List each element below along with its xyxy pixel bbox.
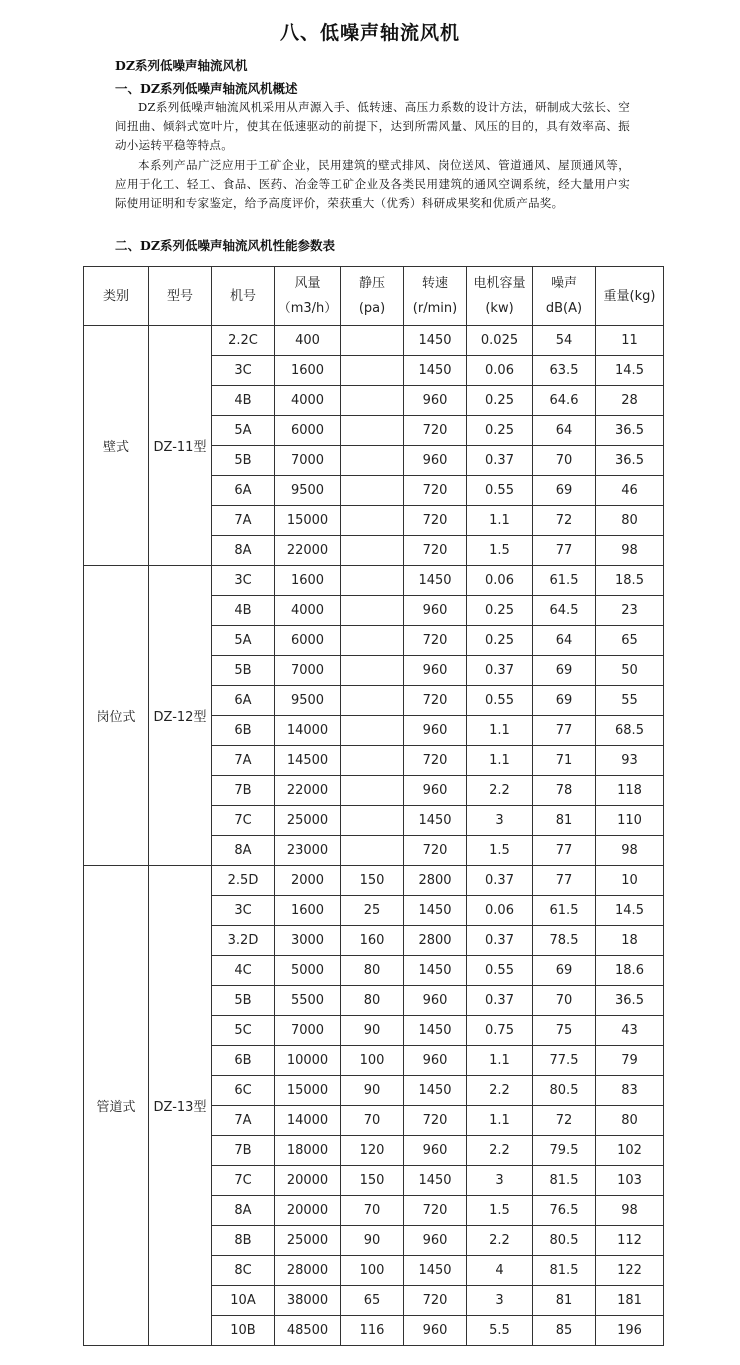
column-header-line: 噪声	[550, 276, 577, 291]
table-cell: 72	[533, 506, 596, 536]
table-cell: 7B	[212, 1136, 275, 1166]
table-cell: 3	[467, 1286, 533, 1316]
table-cell: 90	[341, 1226, 404, 1256]
table-cell: 20000	[275, 1196, 341, 1226]
table-cell: 7A	[212, 746, 275, 776]
table-cell: 81.5	[533, 1166, 596, 1196]
table-cell	[341, 626, 404, 656]
table-cell: 103	[596, 1166, 664, 1196]
table-cell: 72	[533, 1106, 596, 1136]
table-cell: 0.25	[467, 416, 533, 446]
table-cell: 5A	[212, 626, 275, 656]
table-cell: 93	[596, 746, 664, 776]
table-cell: 720	[404, 1196, 467, 1226]
table-cell: 6000	[275, 416, 341, 446]
table-cell: 0.37	[467, 986, 533, 1016]
table-cell: 7B	[212, 776, 275, 806]
table-cell: 1450	[404, 566, 467, 596]
table-cell: 4C	[212, 956, 275, 986]
table-cell: 10B	[212, 1316, 275, 1346]
table-cell: 18.6	[596, 956, 664, 986]
table-cell: 0.06	[467, 566, 533, 596]
column-header-line: 重量(kg)	[603, 288, 656, 304]
model-cell: DZ-11型	[149, 326, 212, 566]
table-cell: 6000	[275, 626, 341, 656]
category-cell: 管道式	[84, 866, 149, 1346]
table-cell: 79	[596, 1046, 664, 1076]
table-cell: 7000	[275, 446, 341, 476]
table-cell: 960	[404, 596, 467, 626]
column-header-line: (kw)	[485, 301, 514, 316]
table-row	[84, 866, 664, 896]
table-cell: 6B	[212, 716, 275, 746]
table-cell: 79.5	[533, 1136, 596, 1166]
table-cell: 77.5	[533, 1046, 596, 1076]
table-cell	[341, 476, 404, 506]
table-cell: 2.2	[467, 1136, 533, 1166]
table-cell	[341, 746, 404, 776]
table-cell: 102	[596, 1136, 664, 1166]
table-cell: 81	[533, 1286, 596, 1316]
table-cell: 70	[341, 1196, 404, 1226]
table-cell: 196	[596, 1316, 664, 1346]
table-cell: 8C	[212, 1256, 275, 1286]
table-cell	[341, 506, 404, 536]
table-cell: 80	[596, 1106, 664, 1136]
table-cell: 0.06	[467, 896, 533, 926]
table-cell: 8A	[212, 836, 275, 866]
table-cell: 80	[596, 506, 664, 536]
column-header	[275, 267, 341, 326]
table-cell: 69	[533, 686, 596, 716]
table-cell: 0.25	[467, 596, 533, 626]
table-cell	[341, 356, 404, 386]
table-cell: 77	[533, 536, 596, 566]
table-cell: 720	[404, 536, 467, 566]
table-cell: 77	[533, 866, 596, 896]
table-cell: 50	[596, 656, 664, 686]
table-cell: 64.5	[533, 596, 596, 626]
table-cell: 15000	[275, 506, 341, 536]
table-cell: 36.5	[596, 416, 664, 446]
table-cell	[341, 836, 404, 866]
table-cell: 3C	[212, 896, 275, 926]
overview-paragraph-1: DZ系列低噪声轴流风机采用从声源入手、低转速、高压力系数的设计方法，研制成大弦长、空间扭曲、倾斜式宽叶片，使其在低速驱动的前提下，达到所需风量、风压的目的，具有效率高、振动小运转平稳等特点。	[115, 100, 630, 152]
table-header-row	[84, 267, 664, 326]
table-cell: 1.5	[467, 836, 533, 866]
table-cell: 2.2	[467, 1226, 533, 1256]
table-cell: 5B	[212, 986, 275, 1016]
table-cell: 5B	[212, 446, 275, 476]
table-cell: 69	[533, 956, 596, 986]
category-cell: 壁式	[84, 326, 149, 566]
table-cell: 18	[596, 926, 664, 956]
column-header-line: 类别	[102, 288, 129, 304]
table-cell: 960	[404, 716, 467, 746]
table-cell: 90	[341, 1016, 404, 1046]
table-cell: 78.5	[533, 926, 596, 956]
table-cell: 110	[596, 806, 664, 836]
table-cell: 118	[596, 776, 664, 806]
table-cell: 75	[533, 1016, 596, 1046]
table-cell: 1600	[275, 896, 341, 926]
table-cell: 0.37	[467, 446, 533, 476]
table-cell: 5000	[275, 956, 341, 986]
table-cell: 120	[341, 1136, 404, 1166]
table-cell: 1450	[404, 1256, 467, 1286]
table-cell: 7A	[212, 1106, 275, 1136]
table-cell: 2.2C	[212, 326, 275, 356]
table-cell: 720	[404, 1286, 467, 1316]
table-cell: 720	[404, 686, 467, 716]
table-cell: 1450	[404, 356, 467, 386]
table-cell: 720	[404, 1106, 467, 1136]
table-cell: 2.2	[467, 776, 533, 806]
table-cell: 1450	[404, 806, 467, 836]
column-header-line: 转速	[421, 276, 448, 291]
table-cell: 43	[596, 1016, 664, 1046]
table-cell: 6B	[212, 1046, 275, 1076]
table-cell: 80	[341, 956, 404, 986]
table-cell: 3.2D	[212, 926, 275, 956]
table-cell: 960	[404, 446, 467, 476]
column-header	[467, 267, 533, 326]
table-cell: 15000	[275, 1076, 341, 1106]
table-cell: 7000	[275, 1016, 341, 1046]
table-cell: 960	[404, 776, 467, 806]
table-cell: 54	[533, 326, 596, 356]
table-row	[84, 326, 664, 356]
table-cell: 1450	[404, 1076, 467, 1106]
table-cell: 85	[533, 1316, 596, 1346]
table-cell: 83	[596, 1076, 664, 1106]
table-cell: 960	[404, 1316, 467, 1346]
table-cell: 18.5	[596, 566, 664, 596]
table-cell: 18000	[275, 1136, 341, 1166]
model-cell: DZ-12型	[149, 566, 212, 866]
table-cell: 8A	[212, 1196, 275, 1226]
performance-table	[83, 266, 664, 1346]
table-cell: 9500	[275, 476, 341, 506]
table-cell: 10A	[212, 1286, 275, 1316]
table-cell: 76.5	[533, 1196, 596, 1226]
column-header	[84, 267, 149, 326]
table-cell	[341, 446, 404, 476]
table-cell: 720	[404, 836, 467, 866]
table-cell: 70	[533, 986, 596, 1016]
table-cell: 64	[533, 416, 596, 446]
table-cell: 1.5	[467, 1196, 533, 1226]
table-cell: 100	[341, 1046, 404, 1076]
table-cell: 38000	[275, 1286, 341, 1316]
table-cell: 80.5	[533, 1226, 596, 1256]
table-cell: 81	[533, 806, 596, 836]
table-cell: 14000	[275, 1106, 341, 1136]
table-cell: 46	[596, 476, 664, 506]
table-cell	[341, 776, 404, 806]
section-overview-heading: 一、DZ系列低噪声轴流风机概述	[115, 81, 298, 96]
table-cell: 7000	[275, 656, 341, 686]
table-cell: 25	[341, 896, 404, 926]
column-header-line: dB(A)	[545, 301, 583, 316]
table-cell: 2000	[275, 866, 341, 896]
column-header-line: 机号	[229, 288, 256, 304]
table-cell	[341, 386, 404, 416]
table-cell: 150	[341, 1166, 404, 1196]
table-cell: 2.5D	[212, 866, 275, 896]
table-cell: 0.75	[467, 1016, 533, 1046]
table-cell: 36.5	[596, 446, 664, 476]
table-cell: 0.37	[467, 866, 533, 896]
table-cell: 14000	[275, 716, 341, 746]
table-cell: 61.5	[533, 566, 596, 596]
table-cell: 90	[341, 1076, 404, 1106]
table-cell: 1.1	[467, 1106, 533, 1136]
table-cell: 4000	[275, 386, 341, 416]
table-cell: 960	[404, 656, 467, 686]
table-cell: 0.37	[467, 656, 533, 686]
table-cell: 20000	[275, 1166, 341, 1196]
category-cell: 岗位式	[84, 566, 149, 866]
table-cell: 0.25	[467, 386, 533, 416]
table-cell	[341, 686, 404, 716]
table-cell: 23	[596, 596, 664, 626]
table-cell: 78	[533, 776, 596, 806]
table-cell: 0.55	[467, 956, 533, 986]
table-cell: 6C	[212, 1076, 275, 1106]
column-header	[404, 267, 467, 326]
column-header	[341, 267, 404, 326]
table-cell: 7C	[212, 1166, 275, 1196]
table-cell: 11	[596, 326, 664, 356]
model-cell: DZ-13型	[149, 866, 212, 1346]
table-cell: 960	[404, 386, 467, 416]
table-cell: 3000	[275, 926, 341, 956]
table-cell: 5500	[275, 986, 341, 1016]
table-cell: 64	[533, 626, 596, 656]
table-cell: 7C	[212, 806, 275, 836]
table-cell: 1450	[404, 1016, 467, 1046]
table-cell: 25000	[275, 1226, 341, 1256]
table-cell: 0.55	[467, 686, 533, 716]
table-cell: 61.5	[533, 896, 596, 926]
table-cell: 4000	[275, 596, 341, 626]
table-cell: 1600	[275, 566, 341, 596]
table-cell: 68.5	[596, 716, 664, 746]
table-cell: 22000	[275, 776, 341, 806]
table-cell	[341, 326, 404, 356]
table-cell: 1450	[404, 896, 467, 926]
table-cell: 10000	[275, 1046, 341, 1076]
table-cell: 5A	[212, 416, 275, 446]
table-cell: 116	[341, 1316, 404, 1346]
table-cell	[341, 596, 404, 626]
column-header-line: 风量	[294, 276, 321, 291]
table-cell: 5B	[212, 656, 275, 686]
column-header-line: (r/min)	[412, 301, 458, 316]
table-cell: 64.6	[533, 386, 596, 416]
table-cell: 0.06	[467, 356, 533, 386]
table-cell: 6A	[212, 686, 275, 716]
table-cell: 1.5	[467, 536, 533, 566]
table-cell: 3C	[212, 566, 275, 596]
table-cell: 69	[533, 656, 596, 686]
table-cell: 8A	[212, 536, 275, 566]
column-header-line: 型号	[166, 288, 193, 304]
table-cell: 28	[596, 386, 664, 416]
table-cell: 22000	[275, 536, 341, 566]
table-cell: 960	[404, 1226, 467, 1256]
table-cell: 960	[404, 1136, 467, 1166]
table-cell: 720	[404, 506, 467, 536]
table-cell: 81.5	[533, 1256, 596, 1286]
table-cell: 1450	[404, 326, 467, 356]
table-cell: 4	[467, 1256, 533, 1286]
table-cell: 1.1	[467, 506, 533, 536]
table-cell: 23000	[275, 836, 341, 866]
table-cell: 0.55	[467, 476, 533, 506]
column-header-line: (pa)	[358, 301, 386, 316]
table-cell: 5.5	[467, 1316, 533, 1346]
table-cell: 720	[404, 746, 467, 776]
series-subtitle: DZ系列低噪声轴流风机	[115, 58, 248, 73]
table-cell: 14500	[275, 746, 341, 776]
table-cell: 4B	[212, 386, 275, 416]
table-cell: 150	[341, 866, 404, 896]
page-title: 八、低噪声轴流风机	[279, 22, 460, 44]
table-cell: 25000	[275, 806, 341, 836]
table-cell	[341, 536, 404, 566]
table-cell: 3C	[212, 356, 275, 386]
table-cell: 720	[404, 416, 467, 446]
table-cell: 2800	[404, 866, 467, 896]
table-cell	[341, 416, 404, 446]
table-cell: 1.1	[467, 716, 533, 746]
section-params-heading: 二、DZ系列低噪声轴流风机性能参数表	[115, 238, 335, 253]
table-cell: 48500	[275, 1316, 341, 1346]
table-cell: 7A	[212, 506, 275, 536]
table-cell: 2.2	[467, 1076, 533, 1106]
column-header	[596, 267, 664, 326]
table-body	[84, 326, 664, 1346]
table-cell: 1450	[404, 956, 467, 986]
table-cell: 960	[404, 986, 467, 1016]
table-cell: 9500	[275, 686, 341, 716]
table-cell: 2800	[404, 926, 467, 956]
table-cell: 14.5	[596, 896, 664, 926]
table-cell: 14.5	[596, 356, 664, 386]
table-cell: 80.5	[533, 1076, 596, 1106]
table-cell: 122	[596, 1256, 664, 1286]
table-cell: 3	[467, 806, 533, 836]
table-cell: 5C	[212, 1016, 275, 1046]
table-cell: 98	[596, 836, 664, 866]
table-cell: 4B	[212, 596, 275, 626]
table-cell: 160	[341, 926, 404, 956]
table-cell: 36.5	[596, 986, 664, 1016]
table-cell: 1.1	[467, 746, 533, 776]
table-cell: 1.1	[467, 1046, 533, 1076]
table-cell: 70	[341, 1106, 404, 1136]
table-cell: 1450	[404, 1166, 467, 1196]
table-cell	[341, 806, 404, 836]
table-cell: 6A	[212, 476, 275, 506]
column-header	[533, 267, 596, 326]
column-header-line: 静压	[358, 276, 385, 291]
table-cell: 720	[404, 476, 467, 506]
table-cell: 71	[533, 746, 596, 776]
column-header-line: 电机容量	[473, 276, 526, 291]
table-cell: 77	[533, 836, 596, 866]
overview-paragraph-2: 本系列产品广泛应用于工矿企业，民用建筑的壁式排风、岗位送风、管道通风、屋顶通风等，应用于化工、轻工、食品、医药、冶金等工矿企业及各类民用建筑的通风空调系统，经大量用户实际使用证明和专家鉴定，给予高度评价，荣获重大（优秀）科研成果奖和优质产品奖。	[115, 158, 630, 210]
table-cell: 720	[404, 626, 467, 656]
table-cell: 400	[275, 326, 341, 356]
table-cell: 28000	[275, 1256, 341, 1286]
table-cell: 0.37	[467, 926, 533, 956]
table-cell: 98	[596, 536, 664, 566]
table-cell: 69	[533, 476, 596, 506]
table-cell: 98	[596, 1196, 664, 1226]
table-cell: 80	[341, 986, 404, 1016]
table-cell: 100	[341, 1256, 404, 1286]
column-header	[149, 267, 212, 326]
table-cell: 8B	[212, 1226, 275, 1256]
table-cell	[341, 716, 404, 746]
table-cell: 3	[467, 1166, 533, 1196]
table-cell: 960	[404, 1046, 467, 1076]
table-cell: 0.25	[467, 626, 533, 656]
table-cell: 1600	[275, 356, 341, 386]
table-cell: 65	[596, 626, 664, 656]
table-cell: 112	[596, 1226, 664, 1256]
table-cell: 55	[596, 686, 664, 716]
column-header	[212, 267, 275, 326]
table-cell: 10	[596, 866, 664, 896]
table-cell: 63.5	[533, 356, 596, 386]
table-cell	[341, 566, 404, 596]
table-cell: 65	[341, 1286, 404, 1316]
table-cell: 181	[596, 1286, 664, 1316]
table-row	[84, 566, 664, 596]
table-cell	[341, 656, 404, 686]
table-cell: 70	[533, 446, 596, 476]
table-cell: 0.025	[467, 326, 533, 356]
column-header-line: （m3/h）	[277, 301, 338, 316]
table-cell: 77	[533, 716, 596, 746]
